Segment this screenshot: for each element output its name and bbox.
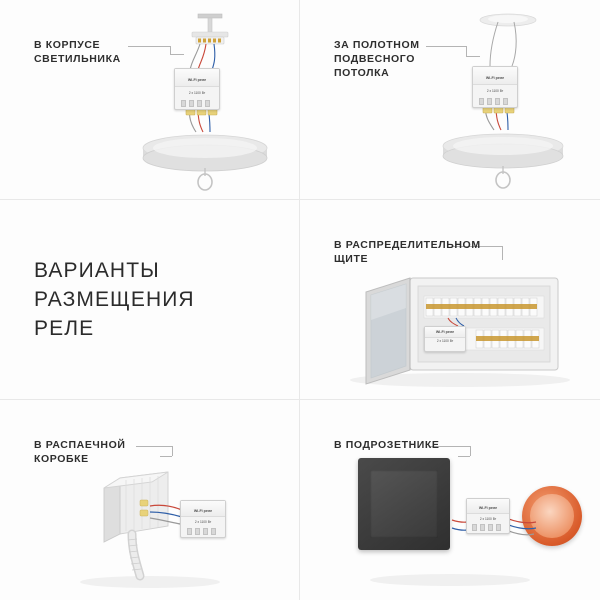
relay-terminal <box>211 528 216 535</box>
lamp-housing-illustration <box>0 0 300 200</box>
relay-spec-label: 2 x 1100 Вт <box>194 520 212 525</box>
relay-terminal <box>487 98 492 105</box>
relay-terminal <box>495 98 500 105</box>
distribution-board-illustration <box>300 200 600 400</box>
cell-title <box>0 200 300 400</box>
title-line-3: РЕЛЕ <box>34 317 95 340</box>
relay-terminal <box>472 524 477 531</box>
caption-line-2: СВЕТИЛЬНИКА <box>34 53 121 65</box>
cell-distribution-board <box>300 200 600 400</box>
relay-terminal <box>479 98 484 105</box>
junction-box-illustration <box>0 400 300 600</box>
caption-line-2: ЩИТЕ <box>334 253 369 265</box>
caption-line-1: В ПОДРОЗЕТНИКЕ <box>334 439 440 451</box>
relay-terminal <box>203 528 208 535</box>
caption-line-1: В РАСПАЕЧНОЙ <box>34 439 126 451</box>
relay-device <box>174 68 220 110</box>
caption-lamp-housing <box>34 38 121 66</box>
title-line-2: РАЗМЕЩЕНИЯ <box>34 288 195 311</box>
caption-line-2: КОРОБКЕ <box>34 453 89 465</box>
wall-back-box-illustration <box>300 400 600 600</box>
relay-terminal <box>187 528 192 535</box>
caption-line-1: В КОРПУСЕ <box>34 39 101 51</box>
relay-terminal <box>195 528 200 535</box>
suspended-ceiling-illustration <box>300 0 600 200</box>
cell-junction-box <box>0 400 300 600</box>
caption-junction-box <box>34 438 126 466</box>
caption-line-3: ПОТОЛКА <box>334 67 390 79</box>
relay-terminal <box>496 524 501 531</box>
relay-device <box>424 326 466 352</box>
relay-spec-label: 2 x 1100 Вт <box>479 517 497 522</box>
relay-terminal <box>205 100 210 107</box>
caption-line-2: ПОДВЕСНОГО <box>334 53 415 65</box>
cell-lamp-housing <box>0 0 300 200</box>
relay-brand-label: Wi-Fi реле <box>193 508 213 513</box>
relay-device <box>472 66 518 108</box>
relay-spec-label: 2 x 1100 Вт <box>436 339 454 344</box>
relay-spec-label: 2 x 1100 Вт <box>188 90 206 95</box>
relay-spec-label: 2 x 1100 Вт <box>486 88 504 93</box>
relay-terminal <box>480 524 485 531</box>
relay-terminal <box>503 98 508 105</box>
cell-wall-back-box <box>300 400 600 600</box>
relay-terminal <box>197 100 202 107</box>
relay-terminal <box>488 524 493 531</box>
relay-brand-label: Wi-Fi реле <box>187 77 207 82</box>
caption-distribution-board <box>334 238 481 266</box>
title-line-1: ВАРИАНТЫ <box>34 259 160 282</box>
relay-device <box>180 500 226 538</box>
relay-brand-label: Wi-Fi реле <box>478 506 498 511</box>
cell-suspended-ceiling <box>300 0 600 200</box>
caption-line-1: ЗА ПОЛОТНОМ <box>334 39 420 51</box>
relay-brand-label: Wi-Fi реле <box>435 330 455 335</box>
relay-device <box>466 498 510 534</box>
caption-suspended-ceiling <box>334 38 420 80</box>
caption-wall-back-box <box>334 438 440 452</box>
caption-line-1: В РАСПРЕДЕЛИТЕЛЬНОМ <box>334 239 481 251</box>
relay-brand-label: Wi-Fi реле <box>485 75 505 80</box>
page-title <box>34 256 195 343</box>
relay-terminal <box>189 100 194 107</box>
relay-terminal <box>181 100 186 107</box>
